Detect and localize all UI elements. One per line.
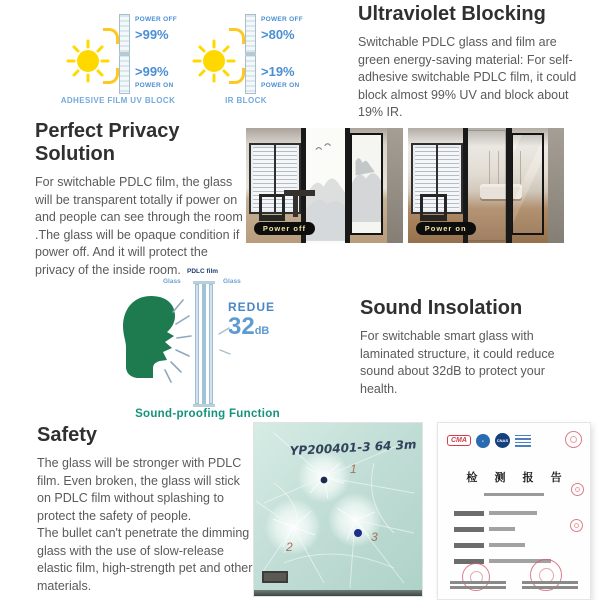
glass-label: Glass <box>163 278 181 285</box>
ir-off-value: >80% <box>261 27 295 42</box>
glass-power-on-photo <box>408 128 564 243</box>
uv-group-ir <box>181 8 311 108</box>
glass-label: Glass <box>223 278 241 285</box>
bullet-test-glass-photo <box>253 422 423 597</box>
section-body: For switchable PDLC film, the glass will be transparent totally if power on and people can see through the room .The glass will be opaque condition if power off. And it will protect the privacy of the inside room. <box>35 175 243 277</box>
issuer-text-right <box>522 581 578 589</box>
table-silhouette <box>284 190 315 196</box>
film-strip-icon <box>245 14 256 94</box>
chair-silhouette <box>420 194 447 222</box>
section-title: Safety <box>37 424 98 446</box>
ir-on-value: >19% <box>261 64 295 79</box>
opaque-glass-panel <box>350 133 383 235</box>
certificate-field <box>454 543 525 548</box>
redue-label: REDUE <box>228 300 276 314</box>
clear-glass-panel <box>511 133 544 235</box>
certificate-logos <box>447 433 531 448</box>
ir-caption: IR BLOCK <box>225 96 267 105</box>
sound-reduction-value <box>228 300 275 339</box>
impact-mark-1: 1 <box>350 462 357 476</box>
privacy-section <box>35 120 249 279</box>
section-title: Ultraviolet Blocking <box>358 3 546 25</box>
speaking-head-icon <box>113 290 198 400</box>
red-stamp-icon <box>570 519 583 532</box>
report-number-line <box>484 493 544 496</box>
glass-power-off-photo <box>246 128 403 243</box>
film-strip-icon <box>119 14 130 94</box>
db-value: 32 <box>228 313 255 340</box>
section-body: For switchable smart glass with laminated structure, it could reduce sound about 32dB to protect your health. <box>360 329 555 396</box>
section-title: Perfect Privacy Solution <box>35 120 180 165</box>
uv-group-film <box>55 8 185 108</box>
cma-logo-icon: CMA <box>447 435 471 446</box>
pdlc-film-label: PDLC film <box>187 268 219 275</box>
arrow-icon <box>229 28 245 44</box>
power-on-badge: Power on <box>416 222 476 235</box>
concrete-column <box>548 128 564 243</box>
arrow-icon <box>103 68 119 84</box>
safety-section <box>37 424 255 595</box>
certificate-field <box>454 511 537 516</box>
concrete-column <box>387 128 403 243</box>
test-report-certificate <box>437 422 591 600</box>
arrow-icon <box>103 28 119 44</box>
glass-frame <box>345 128 350 243</box>
red-stamp-icon <box>565 431 582 448</box>
power-off-label: POWER OFF <box>135 16 178 23</box>
sound-diagram-caption: Sound-proofing Function <box>135 408 280 420</box>
chair-silhouette <box>259 194 286 222</box>
power-off-label: POWER OFF <box>261 16 304 23</box>
arrow-icon <box>229 68 245 84</box>
glass-bottom-edge <box>254 590 422 596</box>
impact-mark-3: 3 <box>371 530 378 544</box>
issuer-text-left <box>450 581 506 589</box>
sound-proofing-diagram <box>95 262 320 424</box>
section-title: Sound Insolation <box>360 297 523 319</box>
power-on-label: POWER ON <box>261 82 300 89</box>
uv-on-value: >99% <box>135 64 169 79</box>
section-body: The bullet can't penetrate the dimming glass with the use of slow-release elastic film, high-strength pet and other materials. <box>37 526 253 593</box>
power-on-label: POWER ON <box>135 82 174 89</box>
uv-caption: ADHESIVE FILM UV BLOCK <box>60 96 176 105</box>
glass-frame <box>506 128 511 243</box>
cnas-logo-icon: CNAS <box>495 433 510 448</box>
certificate-field <box>454 527 515 532</box>
accreditation-text-block <box>515 435 531 447</box>
power-off-badge: Power off <box>254 222 315 235</box>
handwritten-sample-id: YP200401-3 64 3m <box>289 437 417 458</box>
db-unit: dB <box>254 325 270 337</box>
sound-section <box>360 297 572 398</box>
uv-off-value: >99% <box>135 27 169 42</box>
table-leg <box>293 196 298 217</box>
ink-painting <box>352 135 381 223</box>
section-body: The glass will be stronger with PDLC film. Even broken, the glass will stick on PDLC film without splashing to protect the safety of people. <box>37 456 242 523</box>
ilac-mra-logo-icon: ● <box>476 434 490 448</box>
ultraviolet-section <box>358 3 586 122</box>
section-body: Switchable PDLC glass and film are green energy-saving material: For self-adhesive switchable PDLC film, it could block almost 99% UV and block about 19% IR. <box>358 35 577 119</box>
certificate-title: 检 测 报 告 <box>466 472 569 484</box>
shattered-glass-graphic <box>254 423 422 590</box>
uv-block-diagram <box>55 8 315 110</box>
impact-mark-2: 2 <box>286 540 293 554</box>
